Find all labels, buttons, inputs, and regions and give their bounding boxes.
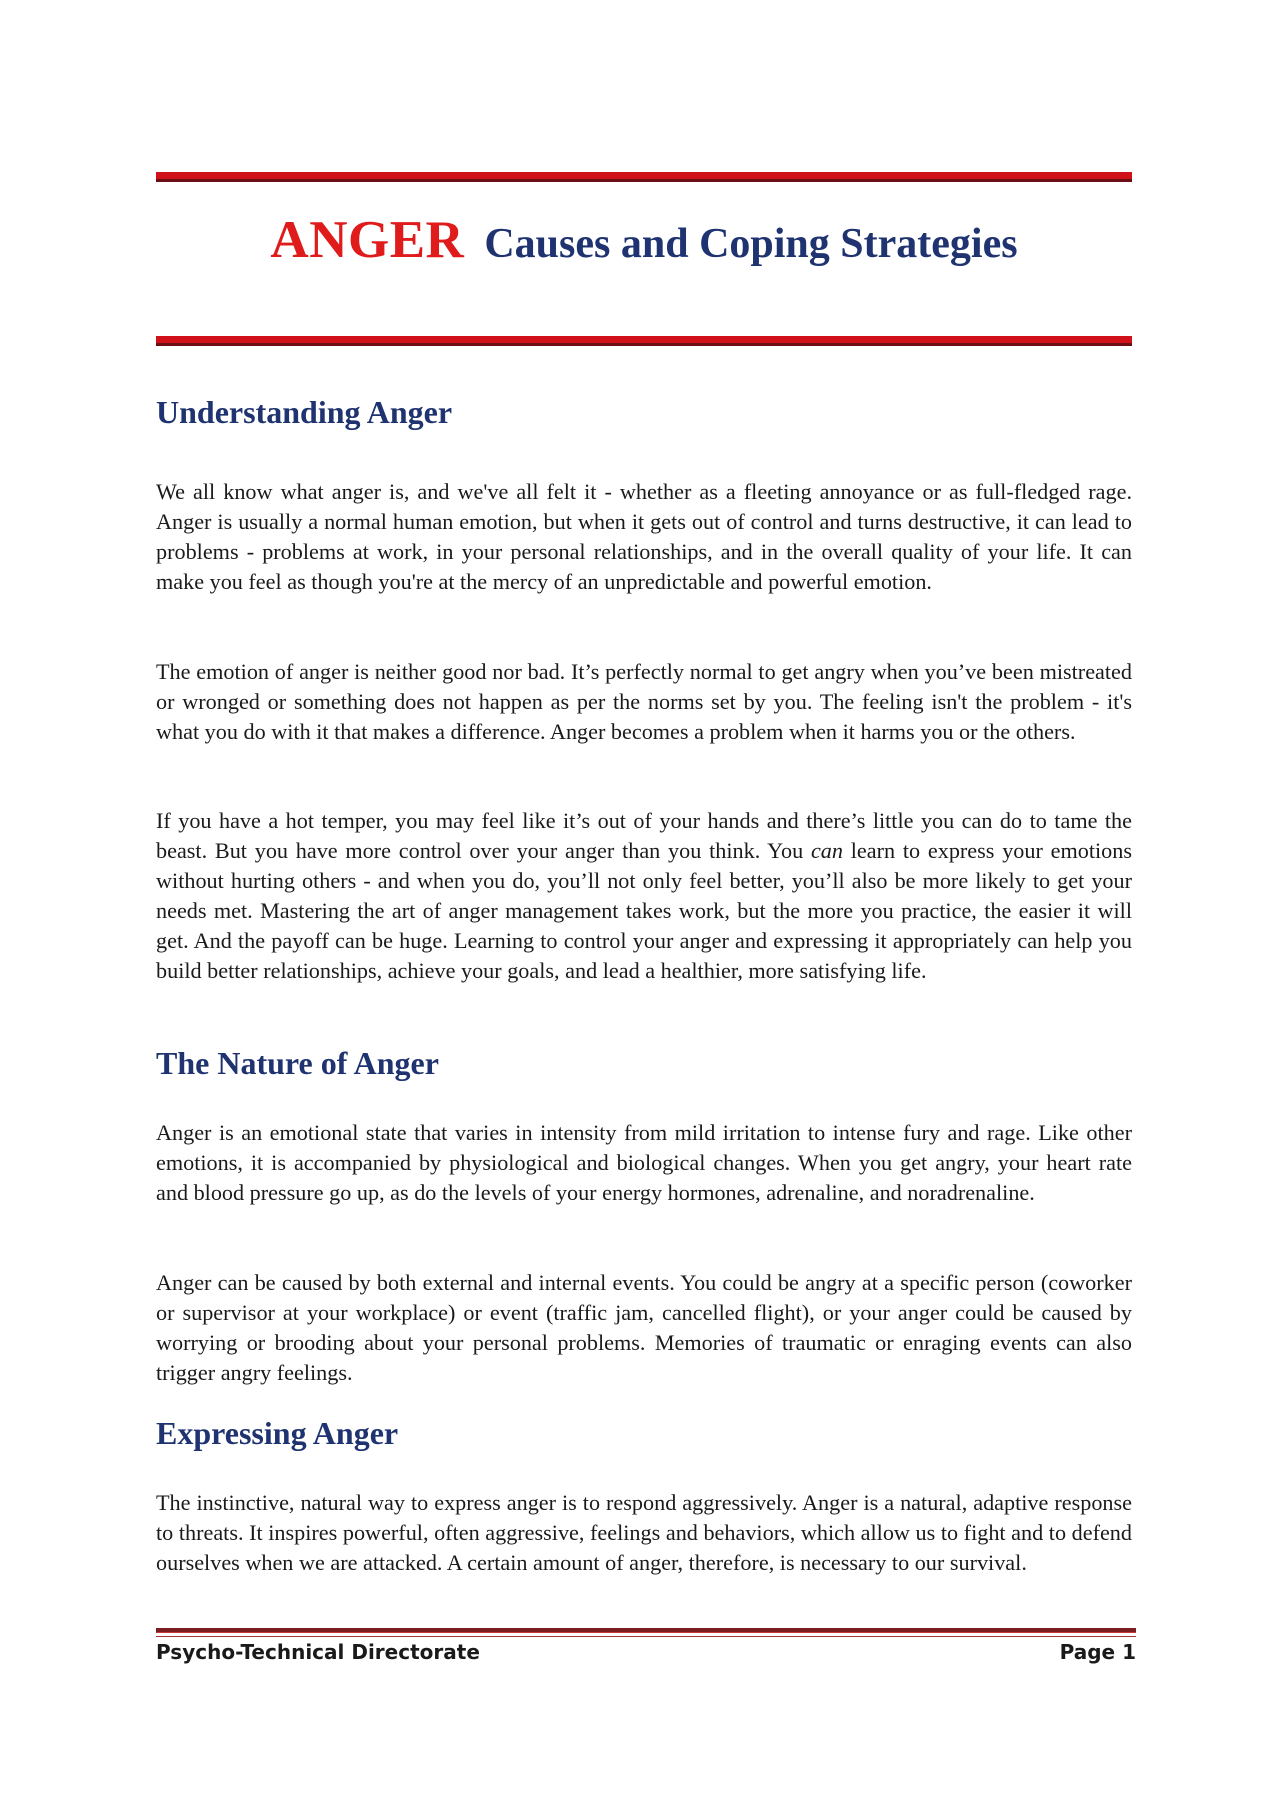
footer-rule-thin: [156, 1636, 1136, 1637]
section-heading-understanding: Understanding Anger: [156, 394, 453, 430]
title-subtitle: Causes and Coping Strategies: [484, 221, 1018, 267]
document-page: [156, 0, 1136, 1809]
footer-page-number: Page 1: [1059, 1640, 1136, 1664]
paragraph: The emotion of anger is neither good nor bad. It’s perfectly normal to get angry when you’ve been mistreated or wronged or something does not happen as per the norms set by you. The feeling isn't the problem - it's what you do with it that makes a difference. Anger becomes a problem when it harms you or the others.: [156, 659, 1132, 744]
paragraph-text: If you have a hot temper, you may feel like it’s out of your hands and there’s little you can do to tame the beast. But you have more control over your anger than you think. You: [156, 808, 1132, 863]
footer-organization: Psycho-Technical Directorate: [156, 1640, 480, 1664]
section-heading-expressing: Expressing Anger: [156, 1415, 399, 1451]
document-title: [156, 210, 1132, 270]
paragraph: The instinctive, natural way to express anger is to respond aggressively. Anger is a natural, adaptive response to threats. It inspires powerful, often aggressive, feelings and behaviors, which allow us to fight and to defend ourselves when we are attacked. A certain amount of anger, therefore, is necessary to our survival.: [156, 1490, 1132, 1575]
paragraph: Anger is an emotional state that varies in intensity from mild irritation to intense fury and rage. Like other emotions, it is accompanied by physiological and biological changes. When you get angry, your heart rate and blood pressure go up, as do the levels of your energy hormones, adrenaline, and noradrenaline.: [156, 1120, 1132, 1205]
paragraph-text: learn to express your emotions without hurting others - and when you do, you’ll not only feel better, you’ll also be more likely to get your needs met. Mastering the art of anger management takes work, but the more you practice, the easier it will get. And the payoff can be huge. Learning to control your anger and expressing it appropriately can help you build better relationships, achieve your goals, and lead a healthier, more satisfying life.: [156, 838, 1132, 983]
title-main: ANGER: [270, 211, 465, 269]
title-top-rule: [156, 172, 1132, 182]
title-bottom-rule: [156, 336, 1132, 346]
paragraph-emphasis: can: [810, 838, 843, 863]
section-heading-nature: The Nature of Anger: [156, 1045, 439, 1081]
paragraph: We all know what anger is, and we've all felt it - whether as a fleeting annoyance or as full-fledged rage. Anger is usually a normal human emotion, but when it gets out of control and turns destructive, it can lead to problems - problems at work, in your personal relationships, and in the overall quality of your life. It can make you feel as though you're at the mercy of an unpredictable and powerful emotion.: [156, 479, 1132, 594]
paragraph: Anger can be caused by both external and internal events. You could be angry at a specific person (coworker or supervisor at your workplace) or event (traffic jam, cancelled flight), or your anger could be caused by worrying or brooding about your personal problems. Memories of traumatic or enraging events can also trigger angry feelings.: [156, 1270, 1132, 1385]
footer-rule: [156, 1628, 1136, 1633]
paragraph: [156, 806, 1132, 986]
